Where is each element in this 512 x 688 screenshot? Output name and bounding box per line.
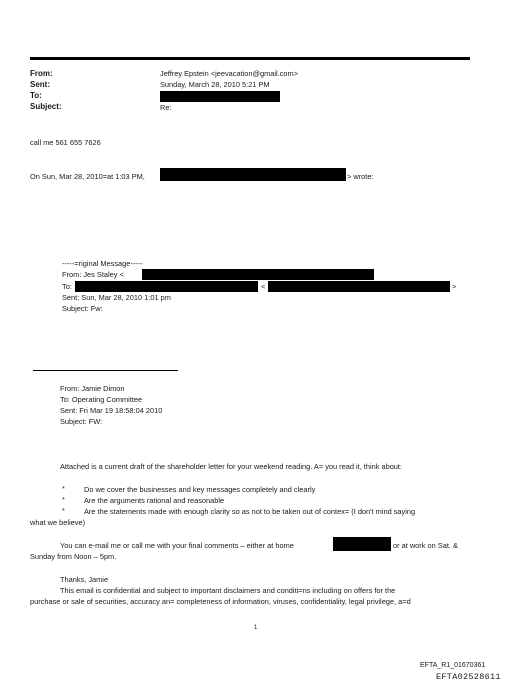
sent-value: Sunday, March 28, 2010 5:21 PM	[160, 80, 270, 89]
orig-to-prefix: To:	[62, 282, 72, 291]
orig-from-redaction	[142, 269, 374, 280]
bullet-2-text: Are the arguments rational and reasonable	[84, 496, 225, 505]
email-line-2: Sunday from Noon – 5pm.	[30, 552, 117, 561]
sent-label: Sent:	[30, 80, 50, 89]
call-line: call me 561 655 7626	[30, 138, 101, 147]
orig-subject: Subject: Fw:	[62, 304, 103, 313]
fwd-sent: Sent: Fri Mar 19 18:58:04 2010	[60, 406, 163, 415]
forward-separator	[33, 370, 178, 371]
sender-redaction	[160, 168, 346, 181]
letter-intro: Attached is a current draft of the shareholder letter for your weekend reading. A= you read it, think about:	[60, 462, 403, 471]
to-redaction	[160, 91, 280, 102]
fwd-subject: Subject: FW:	[60, 417, 103, 426]
on-line-prefix: On Sun, Mar 28, 2010=at 1:03 PM,	[30, 172, 145, 181]
bullet-3-text: Are the statements made with enough clarity so as not to be taken out of contex= (I don't mind saying	[84, 507, 416, 516]
email-line-1a: You can e-mail me or call me with your final comments – either at home	[60, 541, 294, 550]
bullet-1-symbol: *	[62, 484, 65, 493]
orig-sent: Sent: Sun, Mar 28, 2010 1:01 pm	[62, 293, 171, 302]
orig-title: -----=riginal Message-----	[62, 259, 143, 268]
fwd-from: From: Jamie Dimon	[60, 384, 125, 393]
disclaimer-line-2: purchase or sale of securities, accuracy an= completeness of information, viruses, confidentiality, legal privilege, a=d	[30, 597, 411, 606]
orig-to-redaction-1	[75, 281, 258, 292]
home-phone-redaction	[333, 537, 391, 551]
orig-to-end: >	[452, 282, 457, 291]
subject-label: Subject:	[30, 102, 62, 111]
bullet-1-text: Do we cover the businesses and key messages completely and clearly	[84, 485, 316, 494]
bates-number-1: EFTA_R1_01670361	[420, 662, 486, 669]
email-line-1b: or at work on Sat. &	[393, 541, 458, 550]
fwd-to: To: Operating Committee	[60, 395, 143, 404]
orig-to-mid: <	[261, 282, 266, 291]
from-value: Jeffrey Epstein <jeevacation@gmail.com>	[160, 69, 299, 78]
on-line-suffix: > wrote:	[347, 172, 374, 181]
subject-value: Re:	[160, 103, 172, 112]
bullet-3-continued: what we believe)	[30, 518, 86, 527]
bullet-2-symbol: *	[62, 495, 65, 504]
orig-to-redaction-2	[268, 281, 450, 292]
to-label: To:	[30, 91, 42, 100]
header-top-rule	[30, 57, 470, 60]
thanks-line: Thanks, Jamie	[60, 575, 109, 584]
bullet-3-symbol: *	[62, 506, 65, 515]
orig-from: From: Jes Staley <	[62, 270, 124, 279]
page-number: 1	[254, 625, 258, 631]
bates-number-2: EFTA02528611	[436, 672, 501, 682]
from-label: From:	[30, 69, 53, 78]
disclaimer-line-1: This email is confidential and subject to important disclaimers and conditi=ns including on offers for the	[60, 586, 396, 595]
